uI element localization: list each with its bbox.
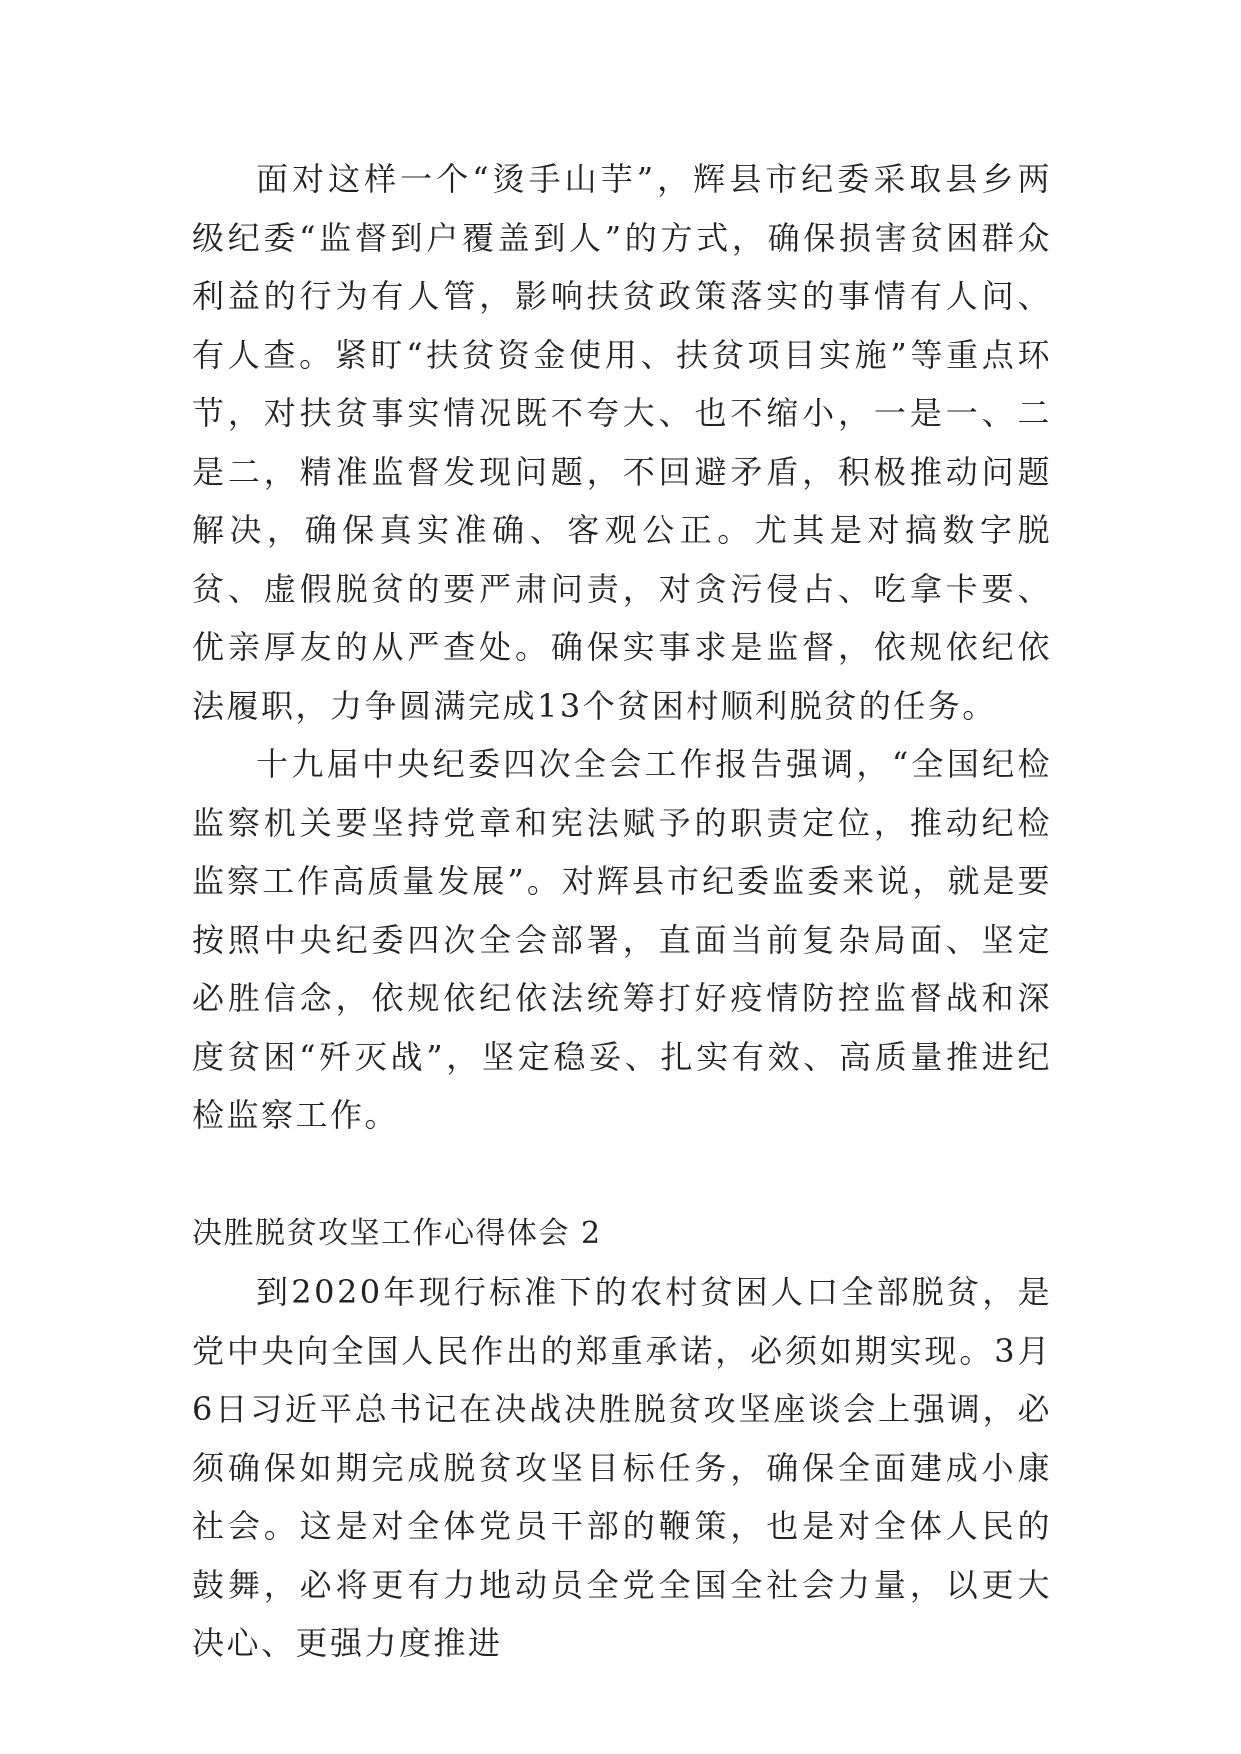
document-page (192, 150, 1052, 1673)
body-paragraph: 到2020年现行标准下的农村贫困人口全部脱贫，是党中央向全国人民作出的郑重承诺，必须如期实现。3月6日习近平总书记在决战决胜脱贫攻坚座谈会上强调，必须确保如期完成脱贫攻坚目标任务，确保全面建成小康社会。这是对全体党员干部的鞭策，也是对全体人民的鼓舞，必将更有力地动员全党全国全社会力量，以更大决心、更强力度推进 (192, 1273, 1052, 1662)
body-paragraph: 十九届中央纪委四次全会工作报告强调，“全国纪检监察机关要坚持党章和宪法赋予的职责定位，推动纪检监察工作高质量发展”。对辉县市纪委监委来说，就是要按照中央纪委四次全会部署，直面当前复杂局面、坚定必胜信念，依规依纪依法统筹打好疫情防控监督战和深度贫困“歼灭战”，坚定稳妥、扎实有效、高质量推进纪检监察工作。 (192, 745, 1052, 1134)
body-paragraph: 面对这样一个“烫手山芋”，辉县市纪委采取县乡两级纪委“监督到户覆盖到人”的方式，确保损害贫困群众利益的行为有人管，影响扶贫政策落实的事情有人问、有人查。紧盯“扶贫资金使用、扶贫项目实施”等重点环节，对扶贫事实情况既不夸大、也不缩小，一是一、二是二，精准监督发现问题，不回避矛盾，积极推动问题解决，确保真实准确、客观公正。尤其是对搞数字脱贫、虚假脱贫的要严肃问责，对贪污侵占、吃拿卡要、优亲厚友的从严查处。确保实事求是监督，依规依纪依法履职，力争圆满完成13个贫困村顺利脱贫的任务。 (192, 160, 1052, 725)
section-heading: 决胜脱贫攻坚工作心得体会 2 (192, 1215, 602, 1251)
